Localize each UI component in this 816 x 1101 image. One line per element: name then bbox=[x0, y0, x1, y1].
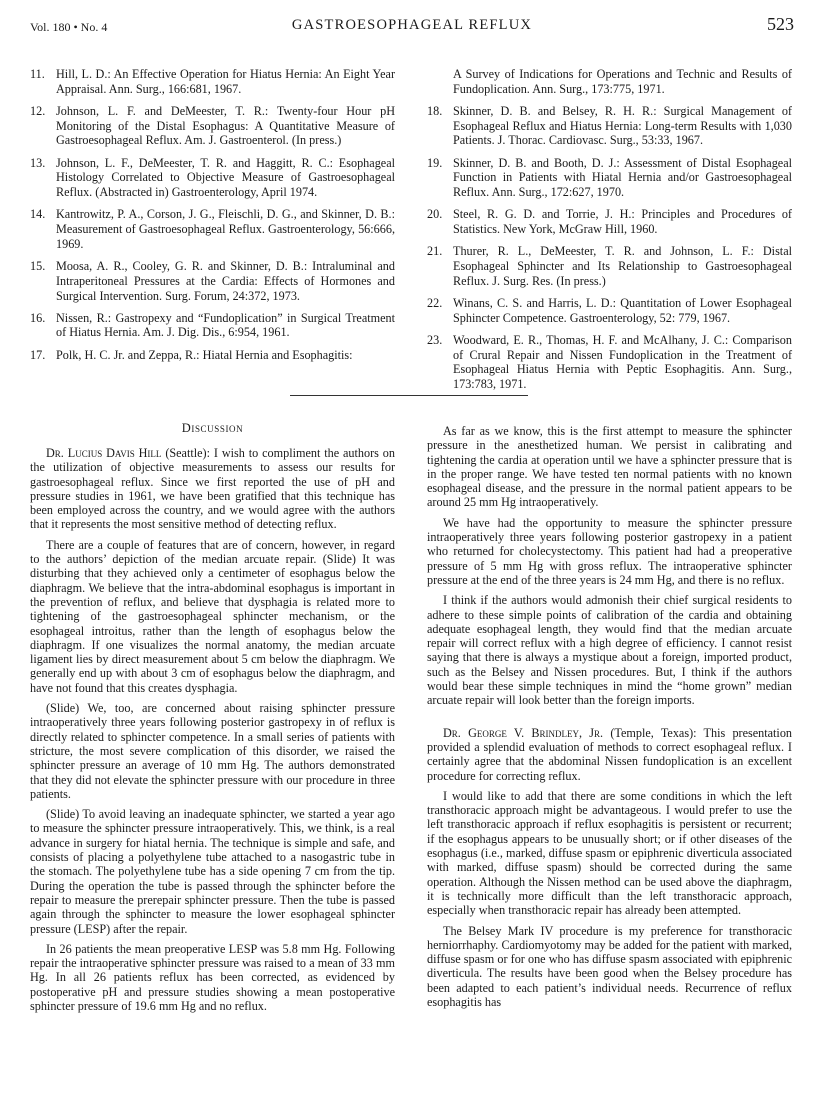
volume-issue: Vol. 180 • No. 4 bbox=[30, 20, 108, 34]
reference-continuation: A Survey of Indications for Operations and Technic and Results of Fundoplication. Ann. Surg., 173:775, 1971. bbox=[453, 67, 792, 96]
reference-item: 13. Johnson, L. F., DeMeester, T. R. and Haggitt, R. C.: Esophageal Histology Correlated to Objective Measure of Gastroesophageal Reflux. (Abstracted in) Gastroenterology, April 1974. bbox=[30, 155, 395, 200]
reference-item: 14. Kantrowitz, P. A., Corson, J. G., Fleischli, D. G., and Skinner, D. B.: Measurement of Gastroesophageal Reflux. Gastroenterology, 56:666, 1969. bbox=[30, 207, 395, 251]
paragraph: As far as we know, this is the first attempt to measure the sphincter pressure in the anesthetized human. We persist in calibrating and tightening the cardia at operation until we have a sphincter pressure that is in the proper range. We have tested ten normal patients with no known esophageal disease, and the pressure in the normal patient appears to be around 25 mm Hg intraoperatively. bbox=[427, 424, 792, 510]
reference-item: 23. Woodward, E. R., Thomas, H. F. and McAlhany, J. C.: Comparison of Crural Repair and Nissen Fundoplication in the Treatment of Esophageal Hiatus Hernia with Peptic Esophagitis. Ann. Surg., 173:783, 1971. bbox=[427, 332, 792, 392]
paragraph: In 26 patients the mean preoperative LESP was 5.8 mm Hg. Following repair the intraoperative sphincter pressure was raised to a mean of 33 mm Hg. In all 26 patients reflux has been corrected, as evidenced by postoperative pH and pressure studies showing a mean postoperative sphincter pressure of 19.6 mm Hg and no reflux. bbox=[30, 941, 395, 1013]
references-right-column bbox=[427, 67, 792, 399]
paragraph: We have had the opportunity to measure the sphincter pressure intraoperatively three years following posterior gastropexy in a patient who returned for cholecystectomy. This patient had had a preoperative pressure of 5 mm Hg with gross reflux. The intraoperative sphincter pressure at the end of the three years is 24 mm Hg, and there is no reflux. bbox=[427, 515, 792, 587]
page-number: 523 bbox=[767, 14, 794, 34]
speaker-name: Dr. Lucius Davis Hill bbox=[46, 446, 162, 460]
references-left-column bbox=[30, 67, 395, 370]
reference-item: 19. Skinner, D. B. and Booth, D. J.: Assessment of Distal Esophageal Function in Patients with Hiatal Hernia and/or Gastroesophageal Reflux. Ann. Surg., 172:627, 1970. bbox=[427, 155, 792, 200]
reference-item: 21. Thurer, R. L., DeMeester, T. R. and Johnson, L. F.: Distal Esophageal Sphincter and Its Relationship to Gastroesophageal Reflux. J. Surg. Res. (In press.) bbox=[427, 244, 792, 288]
paragraph: (Slide) We, too, are concerned about raising sphincter pressure intraoperatively three years following posterior gastropexy in of reflux is directly related to sphincter competence. In a small series of patients with stricture, the most severe complication of this disorder, we raised the sphincter pressure an average of 10 mm Hg. The authors demonstrated that they did not elevate the sphincter pressure with our procedure in three patients. bbox=[30, 701, 395, 801]
reference-item: 20. Steel, R. G. D. and Torrie, J. H.: Principles and Procedures of Statistics. New York, McGraw Hill, 1960. bbox=[427, 207, 792, 237]
reference-item: 17. Polk, H. C. Jr. and Zeppa, R.: Hiatal Hernia and Esophagitis: bbox=[30, 347, 353, 362]
paragraph: (Slide) To avoid leaving an inadequate sphincter, we started a year ago to measure the sphincter pressure intraoperatively. This, we think, is a real advance in surgery for hiatal hernia. The technique is simple and safe, and consists of placing a polyethylene tube attached to a nasogastric tube in the stomach. The polyethylene tube has a side opening 7 cm from the tip. During the operation the tube is passed through the sphincter before the repair to measure the prerepair sphincter pressure. Then the tube is passed again through the sphincter to measure the lower esophageal sphincter pressure (LESP) after the repair. bbox=[30, 807, 395, 936]
running-title: GASTROESOPHAGEAL REFLUX bbox=[291, 17, 533, 33]
reference-item: 12. Johnson, L. F. and DeMeester, T. R.: Twenty-four Hour pH Monitoring of the Distal Esophagus: A Quantitative Measure of Gastroesophageal Reflux. Am. J. Gastroenterol. (In press.) bbox=[30, 103, 395, 148]
paragraph: There are a couple of features that are of concern, however, in regard to the authors’ depiction of the median arcuate repair. (Slide) It was disturbing that they achieved only a centimeter of esophagus below the diaphragm. We believe that the intra-abdominal esophagus is important in the prevention of reflux, and believe that dysphagia is related more to tightening of the gastroesophageal sphincter mechanism, or the esophageal introitus, rather than the length of esophagus below the diaphragm. If one visualizes the normal anatomy, the median arcuate ligament lies by direct measurement about 5 cm below the diaphragm. We generally end up with about 3 cm of esophagus below the diaphragm, and have not found that this creates dysphagia. bbox=[30, 537, 395, 695]
running-header bbox=[30, 14, 794, 38]
reference-item: 16. Nissen, R.: Gastropexy and “Fundoplication” in Surgical Treatment of Hiatus Hernia. Am. J. Dig. Dis., 6:954, 1961. bbox=[30, 310, 395, 340]
reference-item: 11. Hill, L. D.: An Effective Operation for Hiatus Hernia: An Eight Year Appraisal. Ann. Surg., 166:681, 1967. bbox=[30, 67, 395, 96]
paragraph: Dr. Lucius Davis Hill (Seattle): I wish to compliment the authors on the utilization of objective measurements to assess our results for gastroesophageal reflux. Since we first reported the use of pH and pressure studies in 1961, we have been gratified that this technique has been employed across the country, and we would agree with the authors that it represents the most sensitive method of detecting reflux. bbox=[30, 446, 395, 532]
paragraph: I think if the authors would admonish their chief surgical residents to adhere to these simple points of calibration of the cardia and obtaining adequate esophageal length, they would find that the median arcuate repair will correct reflux with a high degree of efficiency. I cannot resist saying that there is always a mystique about a foreign, imported product, such as the Belsey and Nissen procedures. But, I think if the authors would bear these simple techniques in mind the “home grown” median arcuate repair will look better than the foreign imports. bbox=[427, 593, 792, 708]
reference-item: 15. Moosa, A. R., Cooley, G. R. and Skinner, D. B.: Intraluminal and Intraperitoneal Pressures at the Cardia: Effects of Hormones and Surgical Intervention. Surg. Forum, 24:372, 1973. bbox=[30, 258, 395, 303]
discussion-left-column bbox=[30, 446, 395, 1019]
discussion-heading: Discussion bbox=[181, 421, 244, 435]
reference-item: 18. Skinner, D. B. and Belsey, R. H. R.: Surgical Management of Esophageal Reflux and Hiatus Hernia: Long-term Results with 1,030 Patients. J. Thorac. Cardiovasc. Surg., 53:33, 1967. bbox=[427, 103, 792, 148]
paragraph: I would like to add that there are some conditions in which the left transthoracic approach might be advantageous. I would prefer to use the left transthoracic approach if reflux esophagitis is persistent or recurrent; if the esophagus appears to be unusually short; or if other diseases of the esophagus (i.e., marked, diffuse spasm or epiphrenic diverticula associated with marked, diffuse spasm) should be corrected during the same operation. Although the Nissen method can be used above the diaphragm, it is technically more difficult than the left transthoracic approach, especially when transthoracic repair has already been attempted. bbox=[427, 788, 792, 918]
paragraph: Dr. George V. Brindley, Jr. (Temple, Texas): This presentation provided a splendid evaluation of methods to correct esophageal reflux. I certainly agree that the abdominal Nissen fundoplication is an excellent procedure for correcting reflux. bbox=[427, 725, 793, 783]
speaker-name: Dr. George V. Brindley, Jr. bbox=[443, 725, 604, 740]
reference-item: 22. Winans, C. S. and Harris, L. D.: Quantitation of Lower Esophageal Sphincter Competence. Gastroenterology, 52: 779, 1967. bbox=[427, 295, 792, 325]
paragraph: The Belsey Mark IV procedure is my preference for transthoracic herniorrhaphy. Cardiomyotomy may be added for the patient with marked, diffuse spasm or for one who has diffuse spasm associated with epiphrenic diverticula. The results have been good when the Belsey procedure has been adapted to each patient’s individual needs. Recurrence of reflux esophagitis has bbox=[427, 923, 792, 1009]
discussion-right-column bbox=[427, 424, 792, 1015]
section-divider bbox=[290, 395, 528, 396]
